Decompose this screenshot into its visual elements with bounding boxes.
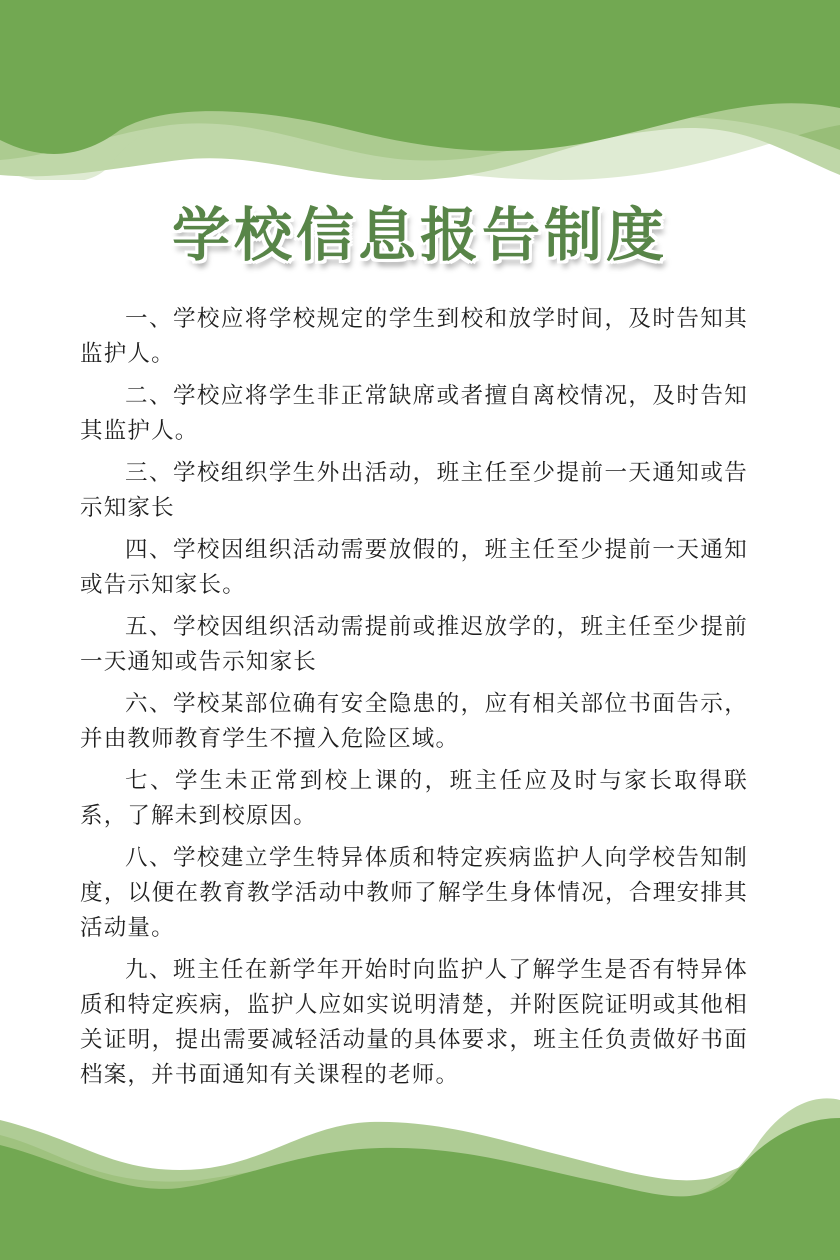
rule-paragraph: 九、班主任在新学年开始时向监护人了解学生是否有特异体质和特定疾病，监护人应如实说明清楚，并附医院证明或其他相关证明，提出需要减轻活动量的具体要求，班主任负责做好书面档案，并书面通知有关课程的老师。 bbox=[80, 957, 748, 1088]
bottom-wave-decoration bbox=[0, 1080, 840, 1260]
rule-paragraph: 六、学校某部位确有安全隐患的，应有相关部位书面告示，并由教师教育学生不擅入危险区域。 bbox=[80, 691, 748, 752]
page-title: 学校信息报告制度 bbox=[171, 201, 668, 269]
rule-paragraph: 五、学校因组织活动需提前或推迟放学的，班主任至少提前一天通知或告示知家长 bbox=[80, 614, 748, 675]
top-wave-decoration bbox=[0, 0, 840, 180]
rule-paragraph: 四、学校因组织活动需要放假的，班主任至少提前一天通知或告示知家长。 bbox=[80, 537, 748, 598]
rule-paragraph: 二、学校应将学生非正常缺席或者擅自离校情况，及时告知其监护人。 bbox=[80, 383, 748, 444]
rule-paragraph: 三、学校组织学生外出活动，班主任至少提前一天通知或告示知家长 bbox=[80, 460, 748, 521]
rules-content bbox=[80, 302, 748, 1100]
rule-paragraph: 八、学校建立学生特异体质和特定疾病监护人向学校告知制度，以便在教育教学活动中教师了解学生身体情况，合理安排其活动量。 bbox=[80, 845, 748, 941]
rule-paragraph: 一、学校应将学校规定的学生到校和放学时间，及时告知其监护人。 bbox=[80, 306, 748, 367]
rule-paragraph: 七、学生未正常到校上课的，班主任应及时与家长取得联系，了解未到校原因。 bbox=[80, 768, 748, 829]
